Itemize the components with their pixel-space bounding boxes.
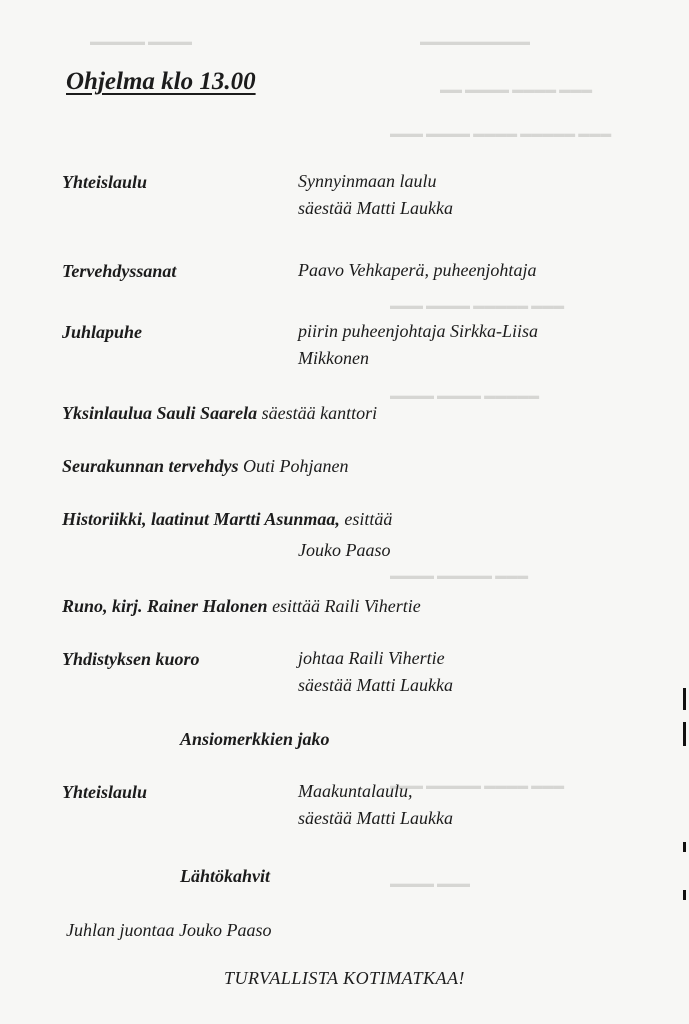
item-value: esittää [344, 509, 393, 529]
bleed-through-text: ▬▬▬▬▬ ▬▬▬▬ [90, 36, 193, 48]
program-item [62, 403, 377, 424]
bleed-through-text: ▬▬▬ ▬▬▬▬ ▬▬▬▬▬ ▬▬▬ [390, 300, 565, 312]
bleed-through-text: ▬▬▬ ▬▬▬▬▬ ▬▬▬▬ ▬▬▬ [390, 780, 565, 792]
scan-mark [683, 842, 686, 852]
item-label: Yhteislaulu [62, 172, 148, 192]
bleed-through-text: ▬▬▬▬▬▬▬▬▬▬ [420, 36, 530, 48]
program-item-centered: Ansiomerkkien jako [180, 729, 330, 749]
bleed-through-text: ▬▬▬▬ ▬▬▬▬▬ ▬▬▬ [390, 570, 529, 582]
scan-mark [683, 722, 686, 746]
item-value-continued: Jouko Paaso [298, 540, 391, 560]
item-value: piirin puheenjohtaja Sirkka-Liisa Mikkonen [298, 321, 538, 368]
item-label: Yksinlaulua Sauli Saarela [62, 403, 258, 423]
item-label: Historiikki, laatinut Martti Asunmaa, [62, 509, 340, 529]
scan-mark [683, 688, 686, 710]
item-value: säestää kanttori [261, 403, 378, 423]
item-label: Seurakunnan tervehdys [62, 456, 239, 476]
item-value: esittää Raili Vihertie [272, 596, 421, 616]
item-label: Yhdistyksen kuoro [62, 649, 200, 669]
bleed-through-text: ▬▬ ▬▬▬▬ ▬▬▬▬ ▬▬▬ [440, 84, 593, 96]
host-line: Juhlan juontaa Jouko Paaso [66, 920, 272, 940]
item-label: Juhlapuhe [62, 322, 143, 342]
item-label: Runo, kirj. Rainer Halonen [62, 596, 268, 616]
item-value: Outi Pohjanen [243, 456, 349, 476]
item-value: Paavo Vehkaperä, puheenjohtaja [298, 260, 537, 280]
item-value: Synnyinmaan laulu säestää Matti Laukka [298, 171, 453, 218]
program-item [62, 596, 421, 617]
program-item [62, 456, 349, 477]
program-item-centered: Lähtökahvit [180, 866, 271, 886]
program-item [62, 509, 392, 530]
bleed-through-text: ▬▬▬▬ ▬▬▬ [390, 878, 471, 890]
farewell-text: TURVALLISTA KOTIMATKAA! [223, 968, 466, 988]
item-label: Tervehdyssanat [62, 261, 177, 281]
scan-mark [683, 890, 686, 900]
item-value: Maakuntalaulu, säestää Matti Laukka [298, 781, 453, 828]
program-title: Ohjelma klo 13.00 [66, 68, 256, 95]
item-value: johtaa Raili Vihertie säestää Matti Laukka [298, 648, 453, 695]
item-label: Yhteislaulu [62, 782, 148, 802]
bleed-through-text: ▬▬▬▬ ▬▬▬▬ ▬▬▬▬▬ [390, 390, 540, 402]
bleed-through-text: ▬▬▬ ▬▬▬▬ ▬▬▬▬ ▬▬▬▬▬ ▬▬▬ [390, 128, 612, 140]
